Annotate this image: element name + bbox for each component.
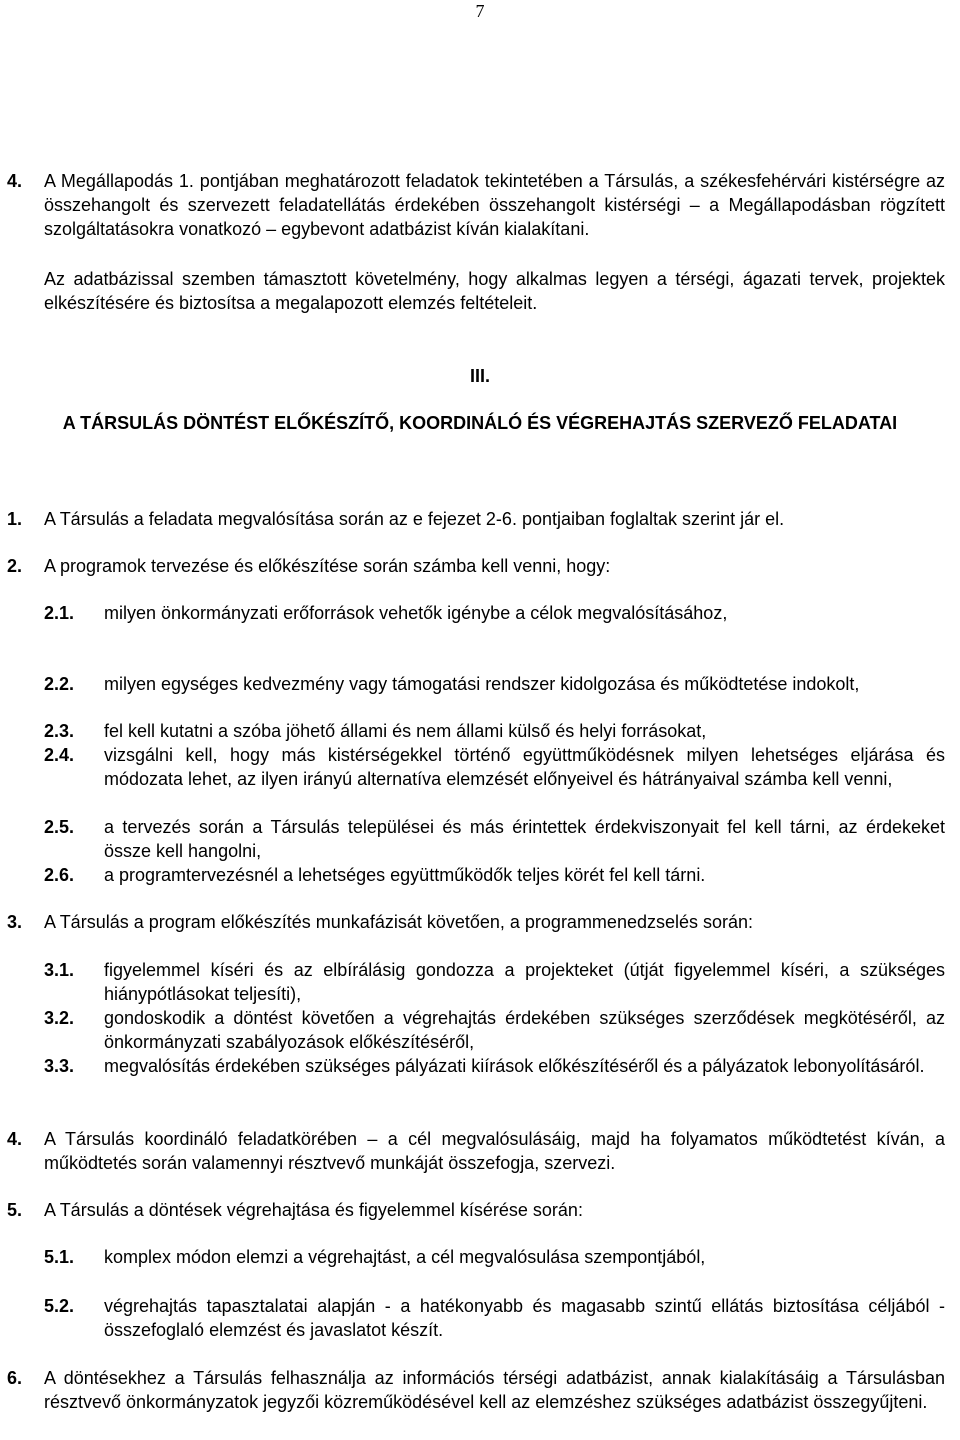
- item-number: 2.: [7, 556, 23, 576]
- sub-item-number: 3.2.: [44, 1008, 75, 1028]
- paragraph-text: Az adatbázissal szemben támasztott követelmény, hogy alkalmas legyen a térségi, ágazati tervek, projektek elkészítésére és biztosítsa a megalapozott elemzés feltételeit.: [44, 269, 945, 313]
- item-text: A Megállapodás 1. pontjában meghatározott feladatok tekintetében a Társulás, a székesfehérvári kistérségre az összehangolt és szervezett feladatellátás érdekében összehangolt kistérségi – a Megállapodásban rögzített szolgáltatásokra vonatkozó – egybevont adatbázist kíván kialakítani.: [44, 171, 945, 239]
- list-item: [7, 507, 945, 531]
- sub-item-text: milyen egységes kedvezmény vagy támogatási rendszer kidolgozása és működtetése indokolt,: [104, 674, 860, 694]
- sub-item: [44, 743, 945, 791]
- sub-item-text: figyelemmel kíséri és az elbírálásig gondozza a projekteket (útját figyelemmel kíséri, a szükséges hiánypótlásokat teljesíti),: [104, 960, 945, 1004]
- sub-item-text: a programtervezésnél a lehetséges együttműködők teljes körét fel kell tárni.: [104, 865, 706, 885]
- sub-item: [44, 601, 945, 625]
- sub-item-number: 2.1.: [44, 603, 75, 623]
- sub-item: [44, 1054, 945, 1078]
- sub-item-text: a tervezés során a Társulás települései és más érintettek érdekviszonyait fel kell tárni, az érdekeket össze kell hangolni,: [104, 817, 945, 861]
- sub-item-number: 2.6.: [44, 865, 75, 885]
- sub-item-number: 2.2.: [44, 674, 75, 694]
- paragraph: [7, 267, 945, 315]
- sub-item-number: 3.1.: [44, 960, 75, 980]
- sub-item-text: komplex módon elemzi a végrehajtást, a cél megvalósulása szempontjából,: [104, 1247, 706, 1267]
- sub-item: [44, 958, 945, 1006]
- sub-item-number: 2.5.: [44, 817, 75, 837]
- list-item: [7, 1127, 945, 1175]
- sub-item: [44, 815, 945, 863]
- sub-item-number: 2.4.: [44, 745, 75, 765]
- item-text: A döntésekhez a Társulás felhasználja az információs térségi adatbázist, annak kialakításáig a Társulásban résztvevő önkormányzatok jegyzői közreműködésével kell az elemzéshez szükséges adatbázist összegyűjteni.: [44, 1368, 945, 1412]
- sub-item-number: 5.2.: [44, 1296, 75, 1316]
- sub-item-text: megvalósítás érdekében szükséges pályázati kiírások előkészítéséről és a pályázatok lebonyolításáról.: [104, 1056, 925, 1076]
- sub-item-text: gondoskodik a döntést követően a végrehajtás érdekében szükséges szerződések megkötéséről, az önkormányzati szabályozások előkészítéséről,: [104, 1008, 945, 1052]
- sub-item: [44, 1294, 945, 1342]
- item-text: A Társulás koordináló feladatkörében – a cél megvalósulásáig, majd ha folyamatos működtetést kíván, a működtetés során valamennyi résztvevő munkáját összefogja, szervezi.: [44, 1129, 945, 1173]
- sub-item-text: végrehajtás tapasztalatai alapján - a hatékonyabb és magasabb szintű ellátás biztosítása céljából - összefoglaló elemzést és javaslatot készít.: [104, 1296, 945, 1340]
- item-number: 4.: [7, 171, 23, 191]
- sub-item-text: fel kell kutatni a szóba jöhető állami és nem állami külső és helyi forrásokat,: [104, 721, 707, 741]
- sub-item: [44, 1245, 945, 1269]
- sub-item: [44, 863, 945, 887]
- item-number: 6.: [7, 1368, 23, 1388]
- section-number: III.: [469, 366, 490, 386]
- item-number: 4.: [7, 1129, 23, 1149]
- sub-item-text: vizsgálni kell, hogy más kistérségekkel történő együttműködésnek milyen lehetséges eljárása és módozata lehet, az ilyen irányú alternatíva elemzését előnyeivel és hátrányaival számba kell venni,: [104, 745, 945, 789]
- list-item: [7, 910, 945, 934]
- sub-item: [44, 672, 945, 696]
- item-text: A Társulás a döntések végrehajtása és figyelemmel kísérése során:: [44, 1200, 583, 1220]
- sub-item-number: 5.1.: [44, 1247, 75, 1267]
- sub-item-number: 3.3.: [44, 1056, 75, 1076]
- list-item: [7, 1198, 945, 1222]
- item-text: A Társulás a program előkészítés munkafázisát követően, a programmenedzselés során:: [44, 912, 754, 932]
- page-number: 7: [475, 1, 485, 21]
- item-number: 1.: [7, 509, 23, 529]
- list-item: [7, 169, 945, 241]
- sub-item-text: milyen önkormányzati erőforrások vehetők igénybe a célok megvalósításához,: [104, 603, 728, 623]
- sub-item: [44, 719, 945, 743]
- section-title: A TÁRSULÁS DÖNTÉST ELŐKÉSZÍTŐ, KOORDINÁLÓ ÉS VÉGREHAJTÁS SZERVEZŐ FELADATAI: [62, 413, 898, 433]
- list-item: [7, 554, 945, 578]
- item-text: A programok tervezése és előkészítése során számba kell venni, hogy:: [44, 556, 611, 576]
- sub-item-number: 2.3.: [44, 721, 75, 741]
- item-number: 5.: [7, 1200, 23, 1220]
- sub-item: [44, 1006, 945, 1054]
- item-text: A Társulás a feladata megvalósítása során az e fejezet 2-6. pontjaiban foglaltak szerint jár el.: [44, 509, 785, 529]
- item-number: 3.: [7, 912, 23, 932]
- list-item: [7, 1366, 945, 1414]
